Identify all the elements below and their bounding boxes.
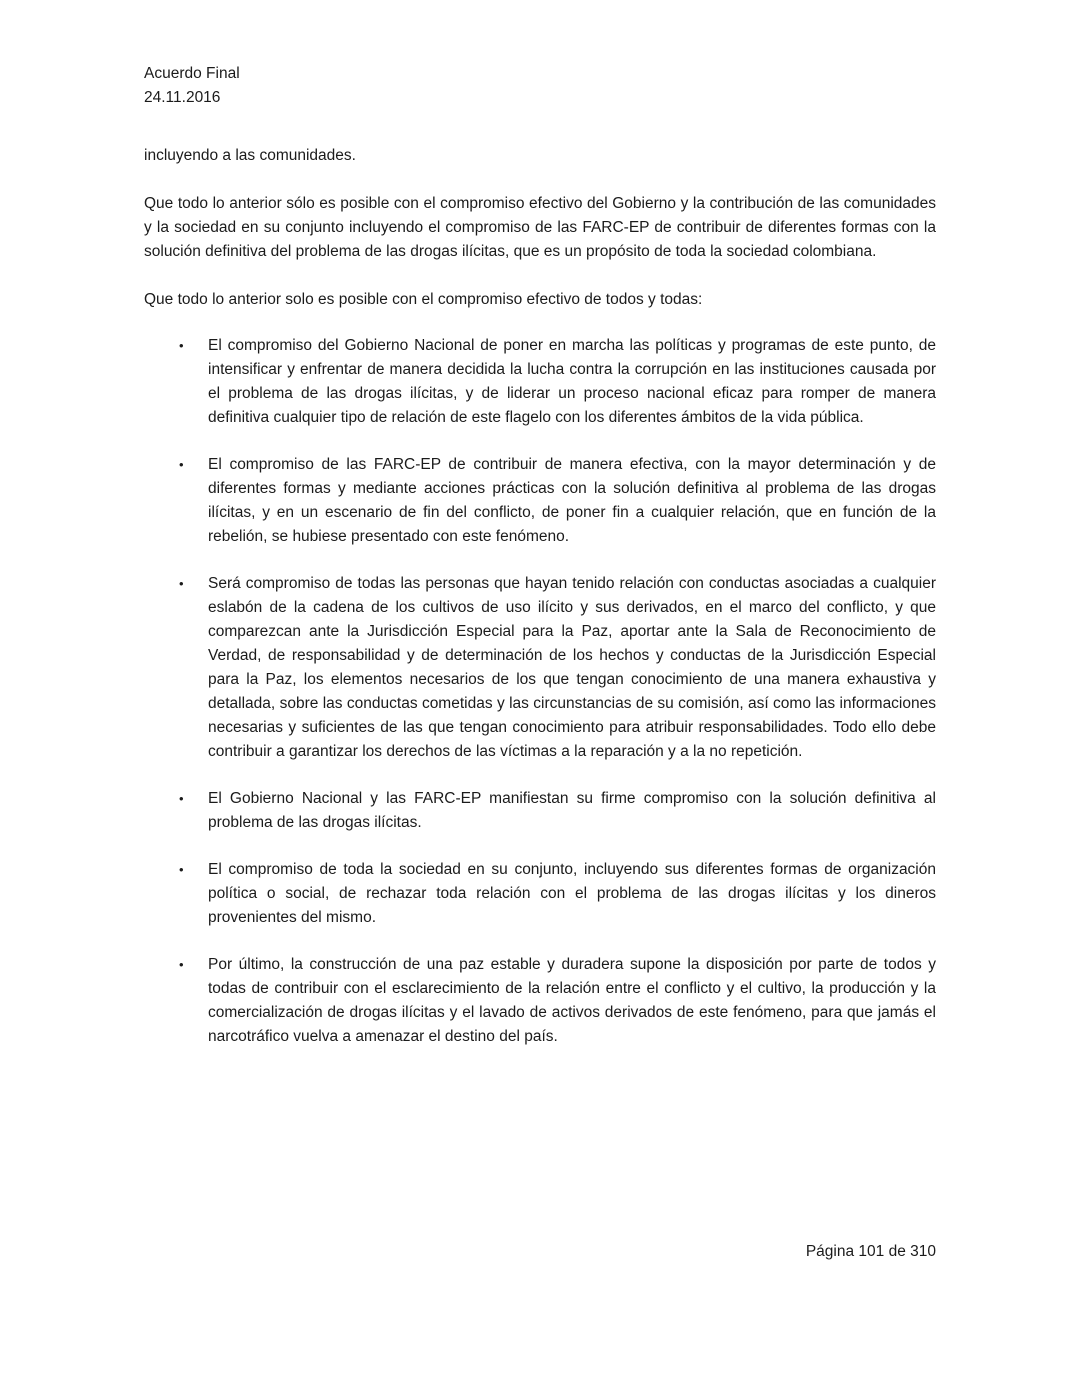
bullet-icon: •	[179, 862, 184, 877]
document-title: Acuerdo Final	[144, 65, 240, 82]
bullet-icon: •	[179, 791, 184, 806]
bullet-item	[144, 953, 936, 1049]
bullet-item	[144, 453, 936, 549]
bullet-text: Por último, la construcción de una paz estable y duradera supone la disposición por parte de todos y todas de contribuir con el esclarecimiento de la relación entre el conflicto y el cultivo, la producción y la comercialización de drogas ilícitas y el lavado de activos derivados de este fenómeno, para que jamás el narcotráfico vuelva a amenazar el destino del país.	[208, 956, 936, 1045]
bullet-item	[144, 858, 936, 930]
bullet-icon: •	[179, 457, 184, 472]
bullet-item	[144, 334, 936, 430]
bullet-text: El Gobierno Nacional y las FARC-EP manifiestan su firme compromiso con la solución definitiva al problema de las drogas ilícitas.	[208, 790, 936, 831]
page-footer	[806, 1240, 936, 1264]
page-number: Página 101 de 310	[805, 1243, 936, 1260]
bullet-icon: •	[179, 338, 184, 353]
bullet-text: Será compromiso de todas las personas que hayan tenido relación con conductas asociadas a cualquier eslabón de la cadena de los cultivos de uso ilícito y sus derivados, en el marco del conflicto, y que comparezcan ante la Jurisdicción Especial para la Paz, aportar ante la Sala de Reconocimiento de Verdad, de responsabilidad y de determinación de los hechos y conductas de la Jurisdicción Especial para la Paz, los elementos necesarios de los que tengan conocimiento de una manera exhaustiva y detallada, sobre las conductas cometidas y las circunstancias de su comisión, así como las informaciones necesarias y suficientes de las que tengan conocimiento para atribuir responsabilidades. Todo ello debe contribuir a garantizar los derechos de las víctimas a la reparación y a la no repetición.	[208, 575, 936, 760]
paragraph-compromiso: Que todo lo anterior sólo es posible con el compromiso efectivo del Gobierno y la contribución de las comunidades y la sociedad en su conjunto incluyendo el compromiso de las FARC-EP de contribuir de diferentes formas con la solución definitiva del problema de las drogas ilícitas, que es un propósito de toda la sociedad colombiana.	[144, 195, 936, 260]
bullet-icon: •	[179, 957, 184, 972]
document-header	[144, 62, 936, 110]
bullet-icon: •	[179, 576, 184, 591]
document-body	[144, 144, 936, 1049]
bullet-item	[144, 572, 936, 764]
document-date: 24.11.2016	[144, 89, 221, 106]
opening-line: incluyendo a las comunidades.	[144, 147, 356, 164]
bullet-text: El compromiso de las FARC-EP de contribuir de manera efectiva, con la mayor determinación y de diferentes formas y mediante acciones prácticas con la solución definitiva al problema de las drogas ilícitas, y en un escenario de fin del conflicto, de poner fin a cualquier relación, que en función de la rebelión, se hubiese presentado con este fenómeno.	[208, 456, 936, 545]
paragraph-lead-in: Que todo lo anterior solo es posible con el compromiso efectivo de todos y todas:	[144, 291, 703, 308]
bullet-text: El compromiso de toda la sociedad en su conjunto, incluyendo sus diferentes formas de organización política o social, de rechazar toda relación con el problema de las drogas ilícitas y los dineros provenientes del mismo.	[208, 861, 936, 926]
bullet-text: El compromiso del Gobierno Nacional de poner en marcha las políticas y programas de este punto, de intensificar y enfrentar de manera decidida la lucha contra la corrupción en las instituciones causada por el problema de las drogas ilícitas, y de liderar un proceso nacional eficaz para romper de manera definitiva cualquier tipo de relación de este flagelo con los diferentes ámbitos de la vida pública.	[208, 337, 936, 426]
bullet-item	[144, 787, 936, 835]
bullet-list	[144, 334, 936, 1049]
